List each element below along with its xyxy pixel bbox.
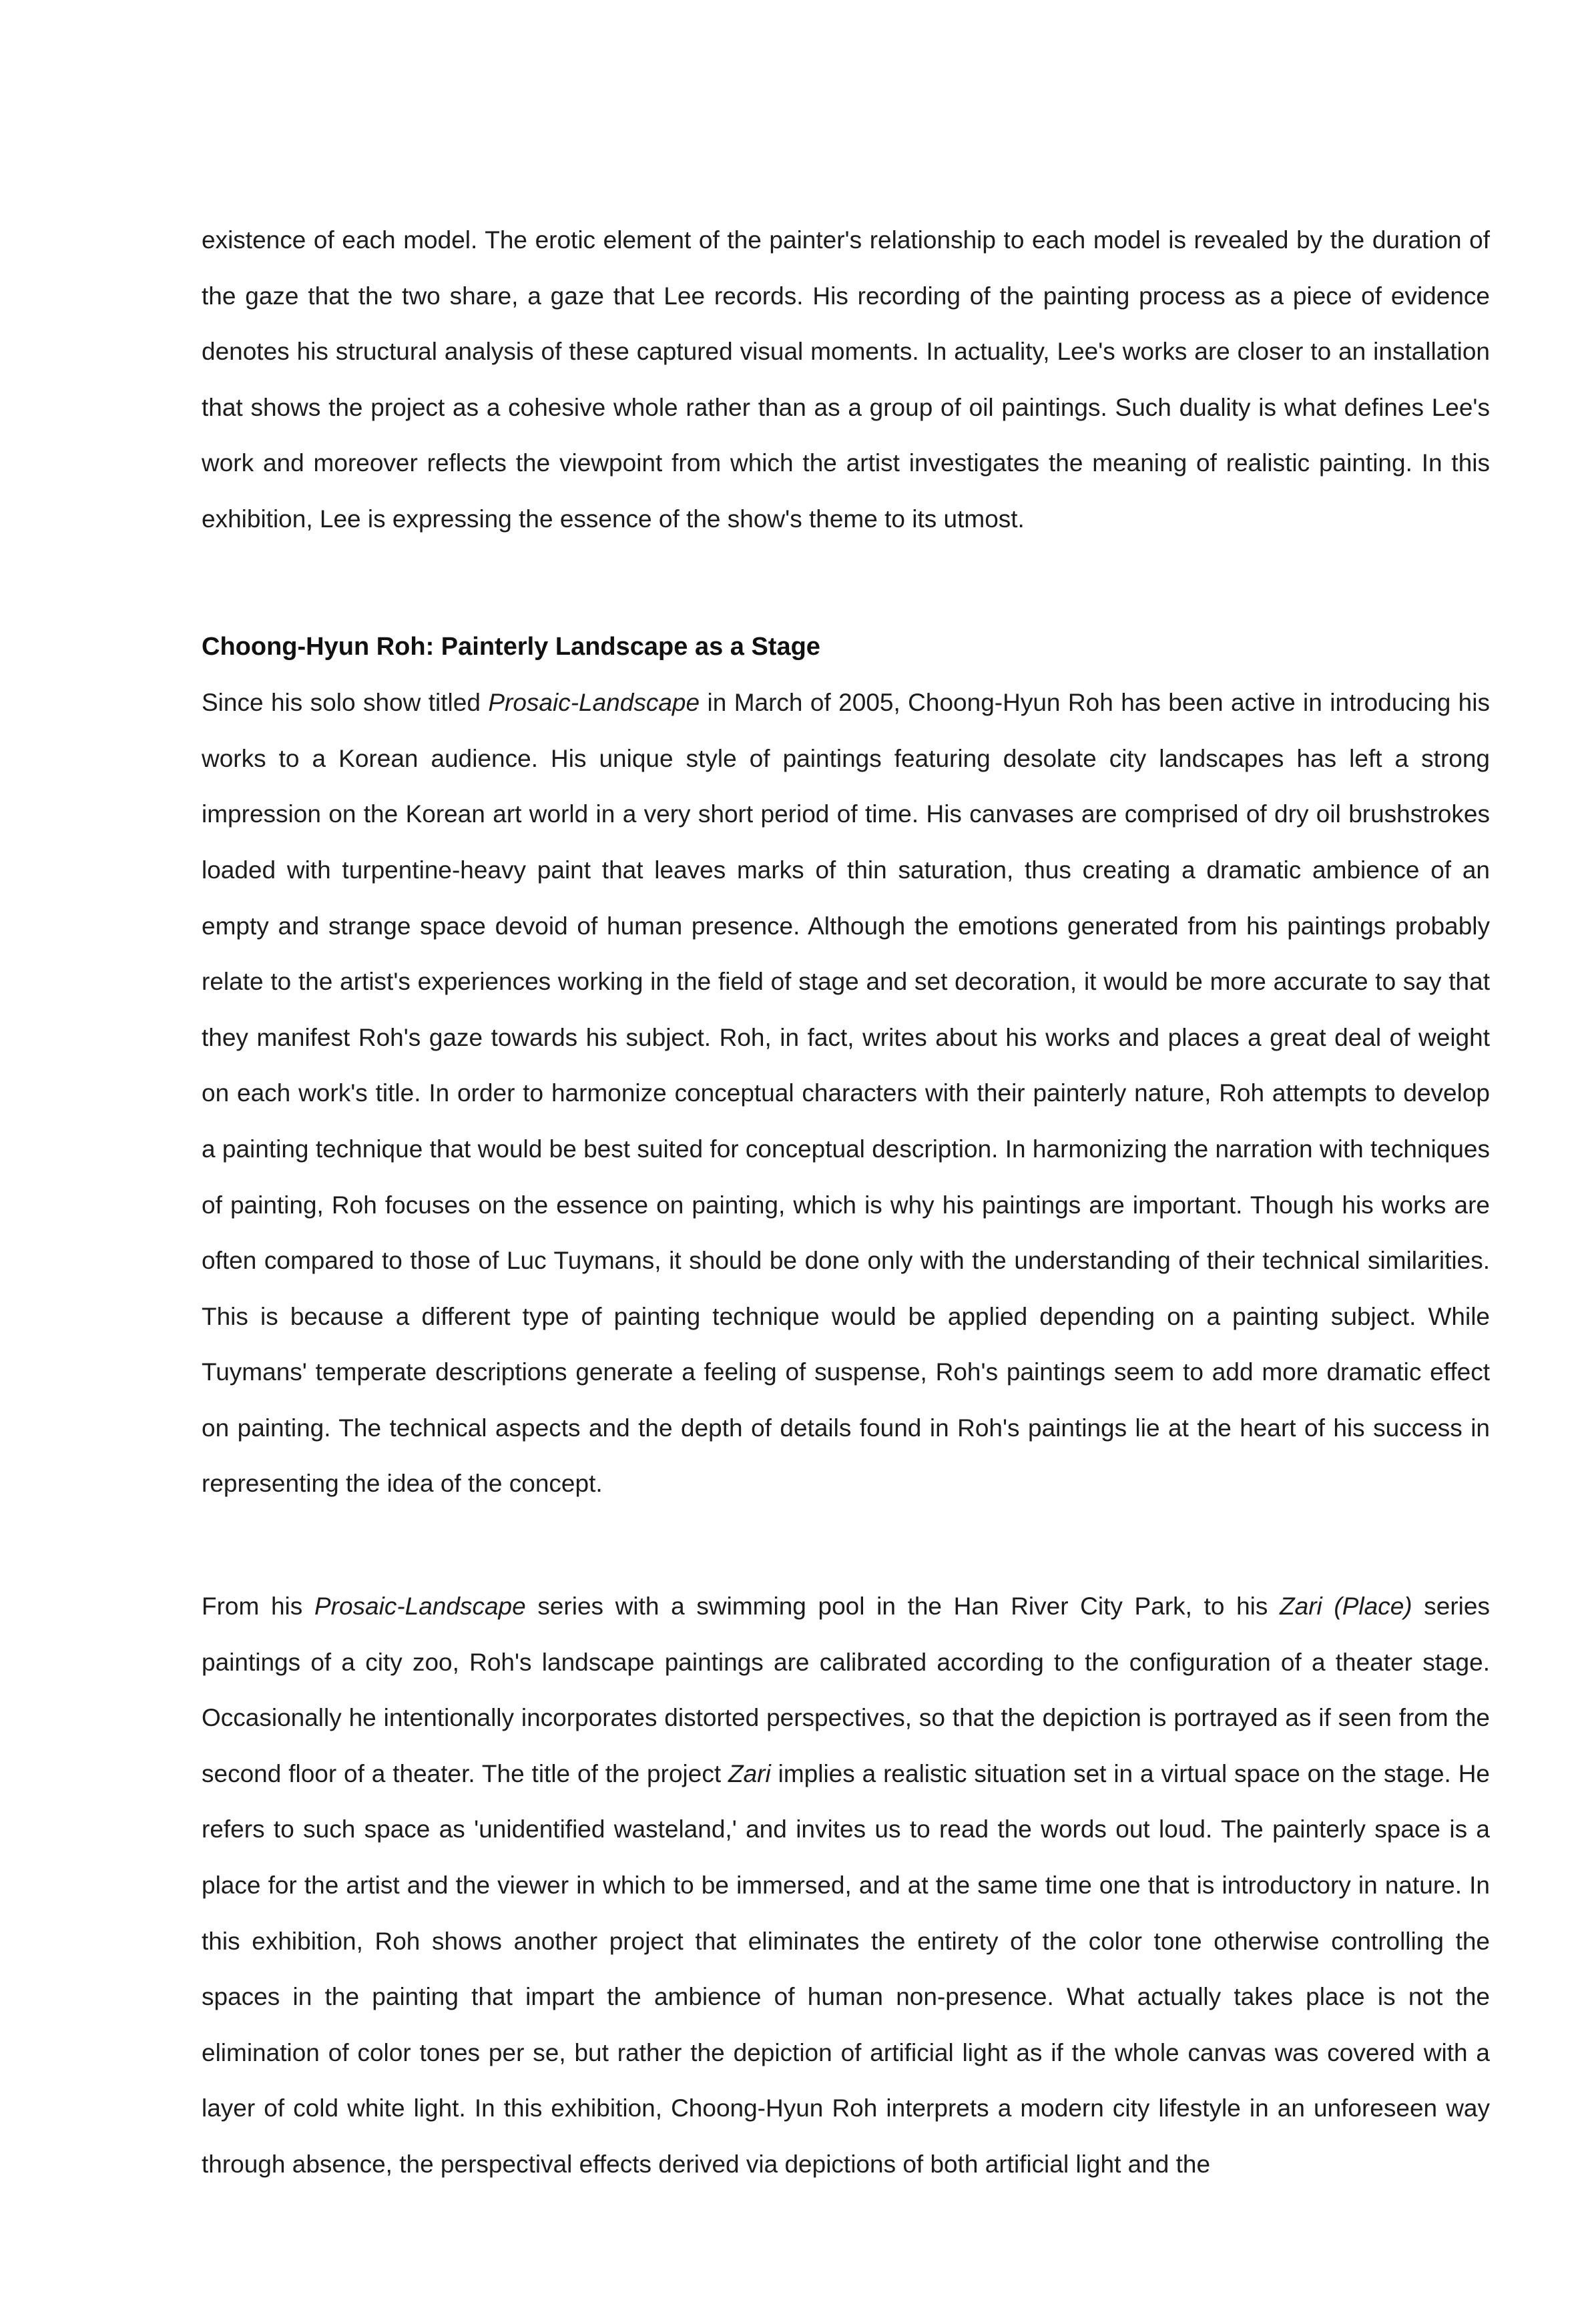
document-page <box>202 212 1490 2193</box>
paragraph-2-text: series paintings of a city zoo, Roh's landscape paintings are calibrated according to the configuration of a theater stage. Occasionally he intentionally incorporates distorted perspectives, so that the depiction is portrayed as if seen from the second floor of a theater. The title of the project <box>202 1593 1490 1787</box>
section-heading: Choong-Hyun Roh: Painterly Landscape as a Stage <box>202 632 820 661</box>
italic-title-zari-place: Zari (Place) <box>1280 1593 1412 1621</box>
body-paragraph-1 <box>202 675 1490 1512</box>
intro-paragraph: existence of each model. The erotic element of the painter's relationship to each model is revealed by the duration of the gaze that the two share, a gaze that Lee records. His recording of the painting process as a piece of evidence denotes his structural analysis of these captured visual moments. In actuality, Lee's works are closer to an installation that shows the project as a cohesive whole rather than as a group of oil paintings. Such duality is what defines Lee's work and moreover reflects the viewpoint from which the artist investigates the meaning of realistic painting. In this exhibition, Lee is expressing the essence of the show's theme to its utmost. <box>202 226 1490 533</box>
italic-title-prosaic-landscape: Prosaic-Landscape <box>488 689 700 717</box>
paragraph-2-text: series with a swimming pool in the Han River City Park, to his <box>525 1593 1280 1621</box>
paragraph-1-text: Since his solo show titled <box>202 689 489 717</box>
paragraph-2-text: implies a realistic situation set in a virtual space on the stage. He refers to such space as 'unidentified wasteland,' and invites us to read the words out loud. The painterly space is a place for the artist and the viewer in which to be immersed, and at the same time one that is introductory in nature. In this exhibition, Roh shows another project that eliminates the entirety of the color tone otherwise controlling the spaces in the painting that impart the ambience of human non-presence. What actually takes place is not the elimination of color tones per se, but rather the depiction of artificial light as if the whole canvas was covered with a layer of cold white light. In this exhibition, Choong-Hyun Roh interprets a modern city lifestyle in an unforeseen way through absence, the perspectival effects derived via depictions of both artificial light and the <box>202 1759 1490 2178</box>
body-paragraph-2 <box>202 1578 1490 2193</box>
paragraph-1-text: in March of 2005, Choong-Hyun Roh has been active in introducing his works to a Korean audience. His unique style of paintings featuring desolate city landscapes has left a strong impression on the Korean art world in a very short period of time. His canvases are comprised of dry oil brushstrokes loaded with turpentine-heavy paint that leaves marks of thin saturation, thus creating a dramatic ambience of an empty and strange space devoid of human presence. Although the emotions generated from his paintings probably relate to the artist's experiences working in the field of stage and set decoration, it would be more accurate to say that they manifest Roh's gaze towards his subject. Roh, in fact, writes about his works and places a great deal of weight on each work's title. In order to harmonize conceptual characters with their painterly nature, Roh attempts to develop a painting technique that would be best suited for conceptual description. In harmonizing the narration with techniques of painting, Roh focuses on the essence on painting, which is why his paintings are important. Though his works are often compared to those of Luc Tuymans, it should be done only with the understanding of their technical similarities. This is because a different type of painting technique would be applied depending on a painting subject. While Tuymans' temperate descriptions generate a feeling of suspense, Roh's paintings seem to add more dramatic effect on painting. The technical aspects and the depth of details found in Roh's paintings lie at the heart of his success in representing the idea of the concept. <box>202 689 1490 1498</box>
paragraph-2-text: From his <box>202 1593 314 1621</box>
italic-title-zari: Zari <box>728 1759 771 1787</box>
paragraph-spacer <box>202 547 1490 619</box>
paragraph-spacer <box>202 1512 1490 1578</box>
italic-title-prosaic-landscape: Prosaic-Landscape <box>314 1593 526 1621</box>
